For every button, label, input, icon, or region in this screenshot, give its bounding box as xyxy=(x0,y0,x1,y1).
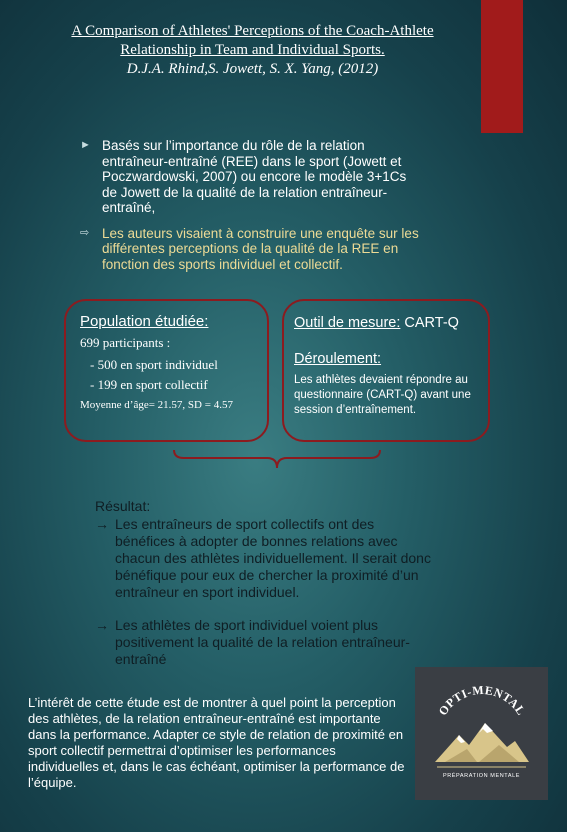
bullet-item xyxy=(80,138,425,216)
result-text: Les entraîneurs de sport collectifs ont des bénéfices à adopter de bonnes relations avec chacun des athlètes individuellement. Il serait donc bénéfique pour eux de chercher la proximité d’un entraîneur en sport individuel. xyxy=(115,516,431,600)
red-accent-bar xyxy=(481,0,523,133)
population-box xyxy=(64,299,269,442)
conclusion-text: L’intérêt de cette étude est de montrer à quel point la perception des athlètes, de la relation entraîneur-entraîné est importante dans la performance. Adapter ce style de relation de proximité en sport collectif permettrai d’optimiser les performances individuelles et, dans le cas échéant, optimiser la performance de l’équipe. xyxy=(28,695,405,790)
arrow-bullet-icon: ⇨ xyxy=(80,226,90,239)
result-text: Les athlètes de sport individuel voient plus positivement la qualité de la relation entraîneur-entraîné xyxy=(115,617,410,667)
study-title: A Comparison of Athletes' Perceptions of the Coach-Athlete Relationship in Team and Individual Sports. xyxy=(71,23,434,58)
opti-mental-logo xyxy=(415,667,548,800)
bullet-text: Les auteurs visaient à construire une enquête sur les différentes perceptions de la qualité de la REE en fonction des sports individuel et collectif. xyxy=(102,225,419,272)
group-individual: - 500 en sport individuel xyxy=(90,357,218,372)
brand-name: OPTI-MENTAL xyxy=(435,682,529,718)
procedure-text: Les athlètes devaient répondre au questionnaire (CART-Q) avant une session d’entraînement. xyxy=(294,374,471,416)
results-label: Résultat: xyxy=(95,498,151,514)
svg-text:OPTI-MENTAL xyxy=(436,683,529,718)
age-stats: Moyenne d’âge= 21.57, SD = 4.57 xyxy=(80,399,233,411)
mountain-icon xyxy=(415,667,548,800)
tool-value: CART-Q xyxy=(400,315,459,331)
tool-label: Outil de mesure: xyxy=(294,315,401,331)
tool-line xyxy=(294,315,459,331)
arrow-right-icon: → xyxy=(95,516,109,532)
study-authors: D.J.A. Rhind,S. Jowett, S. X. Yang, (2012) xyxy=(126,61,379,77)
intro-bullets xyxy=(80,138,425,282)
bullet-item xyxy=(80,226,425,273)
participants-count: 699 participants : xyxy=(80,335,171,350)
arrow-right-icon: → xyxy=(95,617,109,633)
result-item xyxy=(95,516,435,601)
method-box xyxy=(282,299,490,442)
group-collective: - 199 en sport collectif xyxy=(90,377,208,392)
brace-connector xyxy=(172,448,382,470)
results-section xyxy=(95,498,435,684)
brand-tagline: PRÉPARATION MENTALE xyxy=(442,773,521,779)
result-item xyxy=(95,617,435,668)
page-title xyxy=(60,22,445,79)
triangle-bullet-icon: ► xyxy=(80,139,91,151)
procedure-heading: Déroulement: xyxy=(294,351,382,367)
bullet-text: Basés sur l’importance du rôle de la relation entraîneur-entraîné (REE) dans le sport (Jowett et Poczwardowski, 2007) ou encore le modèle 3+1Cs de Jowett de la qualité de la relation entraîneur-entraîné, xyxy=(102,138,407,215)
population-heading: Population étudiée: xyxy=(80,313,209,330)
